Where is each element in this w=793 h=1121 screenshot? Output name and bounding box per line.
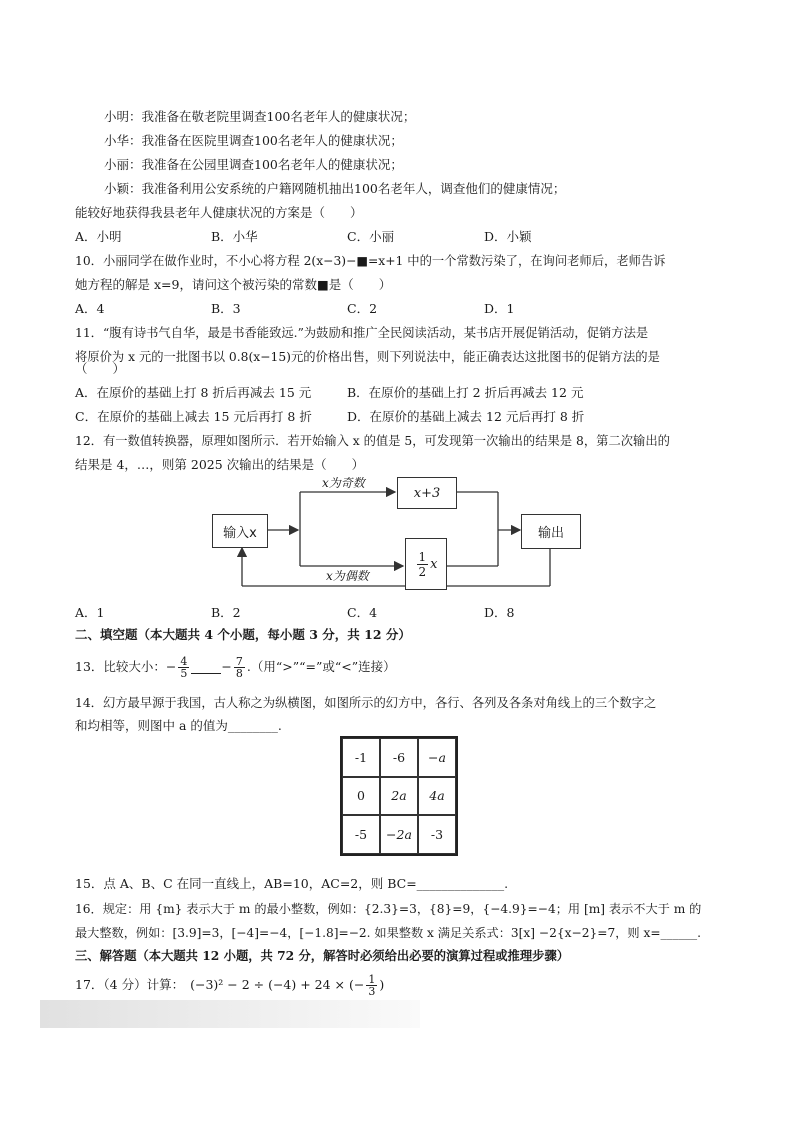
q11-option-c: C．在原价的基础上减去 15 元后再打 8 折	[75, 409, 312, 424]
q9-xiaohua: 小华：我准备在医院里调查100名老年人的健康状况；	[104, 133, 403, 148]
section-3-heading: 三、解答题（本大题共 12 小题，共 72 分，解答时必须给出必要的演算过程或推理步骤）	[75, 948, 570, 963]
q10-line2: 她方程的解是 x=9，请问这个被污染的常数■是（ ）	[75, 277, 392, 292]
flow-output-label: 输出	[537, 526, 564, 541]
q12-line1: 12．有一数值转换器，原理如图所示．若开始输入 x 的值是 5，可发现第一次输出的结果是 8，第二次输出的	[75, 434, 670, 448]
q9-option-c: C．小丽	[347, 229, 395, 244]
flow-even-op-box	[405, 538, 447, 590]
flow-even-var: x	[430, 556, 438, 572]
q17-fraction: $\frac{1}{3}$	[368, 972, 376, 998]
q16-line2: 最大整数，例如：[3.9]=3，[−4]=−4，[−1.8]=−2. 如果整数 x 满足关系式：3[x] −2{x−2}=7，则 x=______.	[75, 926, 701, 940]
flow-odd-op: x+3	[413, 485, 441, 501]
q13-line	[75, 654, 396, 680]
q14-line2: 和均相等，则图中 a 的值为________.	[75, 718, 282, 733]
section-2-heading: 二、填空题（本大题共 4 个小题，每小题 3 分，共 12 分）	[75, 627, 411, 642]
flow-odd-label: x为奇数	[322, 476, 365, 490]
magic-cell: -6	[380, 738, 418, 777]
magic-cell: −2a	[380, 815, 418, 854]
flow-even-fraction: $\frac{1}{2}$	[418, 549, 427, 579]
magic-cell: -1	[342, 738, 380, 777]
q12-line2: 结果是 4，…，则第 2025 次输出的结果是（ ）	[75, 457, 365, 472]
q10-option-b: B．3	[211, 301, 241, 316]
q11-line3: （ ）	[75, 361, 126, 376]
q17-line	[75, 970, 384, 1000]
q13-mid-sign: −	[221, 659, 232, 674]
q11-option-a: A．在原价的基础上打 8 折后再减去 15 元	[75, 385, 312, 400]
q10-option-c: C．2	[347, 301, 378, 316]
q9-xiaoming: 小明：我准备在敬老院里调查100名老年人的健康状况；	[104, 109, 416, 124]
q13-blank[interactable]	[191, 661, 221, 674]
q12-option-a: A．1	[75, 605, 105, 620]
magic-cell: 4a	[418, 777, 456, 816]
q11-option-d: D．在原价的基础上减去 12 元后再打 8 折	[347, 409, 585, 424]
magic-cell: 2a	[380, 777, 418, 816]
q9-question: 能较好地获得我县老年人健康状况的方案是（ ）	[75, 205, 363, 220]
q10-line1: 10．小丽同学在做作业时，不小心将方程 2(x−3)−■=x+1 中的一个常数污染了，在询问老师后，老师告诉	[75, 254, 666, 268]
flow-output-box	[521, 514, 581, 549]
q11-line1: 11．“腹有诗书气自华，最是书香能致远.”为鼓励和推广全民阅读活动，某书店开展促销活动，促销方法是	[75, 326, 649, 340]
magic-cell: 0	[342, 777, 380, 816]
q9-option-b: B．小华	[211, 229, 258, 244]
q17-prefix: 17．（4 分）计算：	[75, 977, 185, 992]
magic-cell: -5	[342, 815, 380, 854]
q13-suffix: .（用“>”“=”或“<”连接）	[246, 659, 396, 674]
q14-line1: 14．幻方最早源于我国，古人称之为纵横图，如图所示的幻方中，各行、各列及各条对角线上的三个数字之	[75, 696, 657, 710]
flow-input-label: 输入x	[223, 525, 257, 541]
flow-even-label: x为偶数	[326, 569, 369, 583]
q15-line: 15．点 A、B、C 在同一直线上，AB=10，AC=2，则 BC=______________.	[75, 876, 509, 891]
magic-cell: -3	[418, 815, 456, 854]
q17-expression: (−3)² − 2 ÷ (−4) + 24 × (−	[190, 977, 365, 992]
q12-option-b: B．2	[211, 605, 241, 620]
q13-prefix: 13．比较大小：−	[75, 659, 177, 674]
q17-close-paren: )	[379, 977, 385, 992]
q13-fraction-1: $\frac{4}{5}$	[180, 654, 188, 680]
q9-xiaoli: 小丽：我准备在公园里调查100名老年人的健康状况；	[104, 157, 403, 172]
q9-option-a: A．小明	[75, 229, 122, 244]
scan-shadow	[40, 1000, 420, 1028]
q12-option-d: D．8	[484, 605, 515, 620]
flow-input-box	[212, 514, 268, 548]
magic-square	[340, 736, 458, 856]
q9-xiaoying: 小颖：我准备利用公安系统的户籍网随机抽出100名老年人，调查他们的健康情况；	[104, 181, 566, 196]
q11-line2: 将原价为 x 元的一批图书以 0.8(x−15)元的价格出售，则下列说法中，能正确表达这批图书的促销方法的是	[75, 350, 660, 364]
q10-option-a: A．4	[75, 301, 105, 316]
q12-option-c: C．4	[347, 605, 378, 620]
q13-fraction-2: $\frac{7}{8}$	[235, 654, 243, 680]
q16-line1: 16．规定：用 {m} 表示大于 m 的最小整数，例如：{2.3}=3，{8}=9，{−4.9}=−4；用 [m] 表示不大于 m 的	[75, 902, 702, 916]
flow-odd-op-box	[397, 477, 457, 509]
q10-option-d: D．1	[484, 301, 515, 316]
q9-option-d: D．小颖	[484, 229, 532, 244]
magic-cell: −a	[418, 738, 456, 777]
q11-option-b: B．在原价的基础上打 2 折后再减去 12 元	[347, 385, 584, 400]
